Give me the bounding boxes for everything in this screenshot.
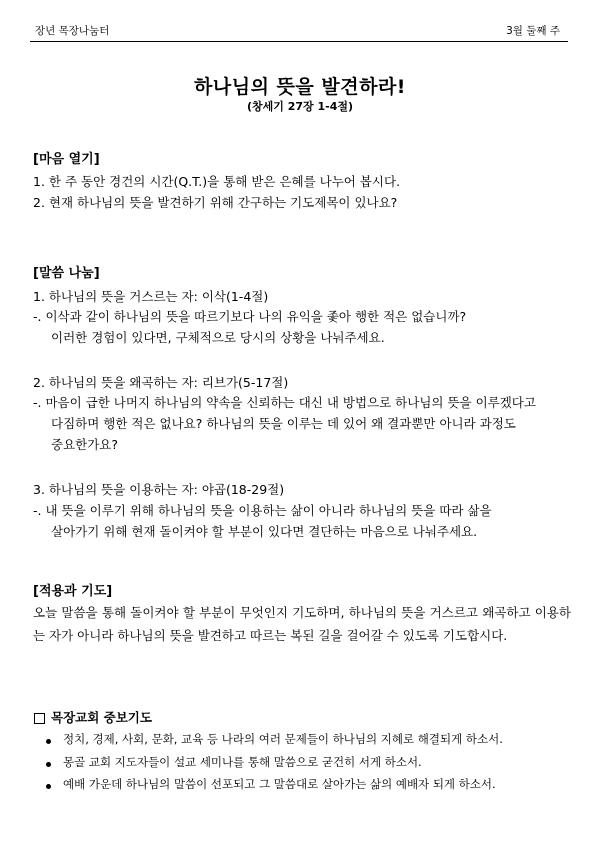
word-item-3-title: 3. 하나님의 뜻을 이용하는 자: 야곱(18-29절) [33,482,285,497]
bullet-dot-icon [46,762,51,767]
word-item-3-line-1: -. 내 뜻을 이루기 위해 하나님의 뜻을 이용하는 삶이 아니라 하나님의 뜻을 따라 삶을 [33,503,492,518]
header-left: 장년 목장나눔터 [35,25,110,37]
word-item-2-title: 2. 하나님의 뜻을 왜곡하는 자: 리브가(5-17절) [33,375,289,390]
header-divider [30,41,568,42]
checkbox-square-icon [34,713,45,724]
word-item-3-line-2: 살아가기 위해 현재 돌이켜야 할 부분이 있다면 결단하는 마음으로 나눠주세요. [51,524,478,539]
section-heading-word-sharing: [말씀 나눔] [33,266,100,281]
open-heart-line-2: 2. 현재 하나님의 뜻을 발견하기 위해 간구하는 기도제목이 있나요? [33,195,398,210]
prayer-heading: 목장교회 중보기도 [51,710,152,725]
word-item-1-line-1: -. 이삭과 같이 하나님의 뜻을 따르기보다 나의 유익을 좇아 행한 적은 없습니까? [33,309,467,324]
prayer-item-2: 몽골 교회 지도자들이 설교 세미나를 통해 말씀으로 굳건히 서게 하소서. [63,755,422,769]
word-item-1-title: 1. 하나님의 뜻을 거스르는 자: 이삭(1-4절) [33,289,269,304]
section-heading-apply-pray: [적용과 기도] [33,584,113,599]
prayer-item-1: 정치, 경제, 사회, 문화, 교육 등 나라의 여러 문제들이 하나님의 지혜로 해결되게 하소서. [63,732,503,746]
header-right: 3월 둘째 주 [506,25,560,37]
section-heading-open-heart: [마음 열기] [33,152,100,167]
word-item-2-line-2: 다짐하며 행한 적은 없나요? 하나님의 뜻을 이루는 데 있어 왜 결과뿐만 아니라 과정도 [51,416,516,431]
bullet-dot-icon [46,739,51,744]
word-item-2-line-3: 중요한가요? [51,437,119,452]
word-item-2-line-1: -. 마음이 급한 나머지 하나님의 약속을 신뢰하는 대신 내 방법으로 하나님의 뜻을 이루겠다고 [33,395,536,410]
page-subtitle: (창세기 27장 1-4절) [246,100,354,113]
prayer-item-3: 예배 가운데 하나님의 말씀이 선포되고 그 말씀대로 살아가는 삶의 예배자 되게 하소서. [63,777,496,791]
bullet-dot-icon [46,784,51,789]
word-item-1-line-2: 이러한 경험이 있다면, 구체적으로 당시의 상황을 나눠주세요. [51,330,385,345]
page-title: 하나님의 뜻을 발견하라! [194,76,406,98]
apply-pray-text: 오늘 말씀을 통해 돌이켜야 할 부분이 무엇인지 기도하며, 하나님의 뜻을 거스르고 왜곡하고 이용하는 자가 아니라 하나님의 뜻을 발견하고 따르는 복된 길을 걸어갈 수 있도록 기도합시다. [33,605,571,643]
open-heart-line-1: 1. 한 주 동안 경건의 시간(Q.T.)을 통해 받은 은혜를 나누어 봅시다. [33,174,401,189]
